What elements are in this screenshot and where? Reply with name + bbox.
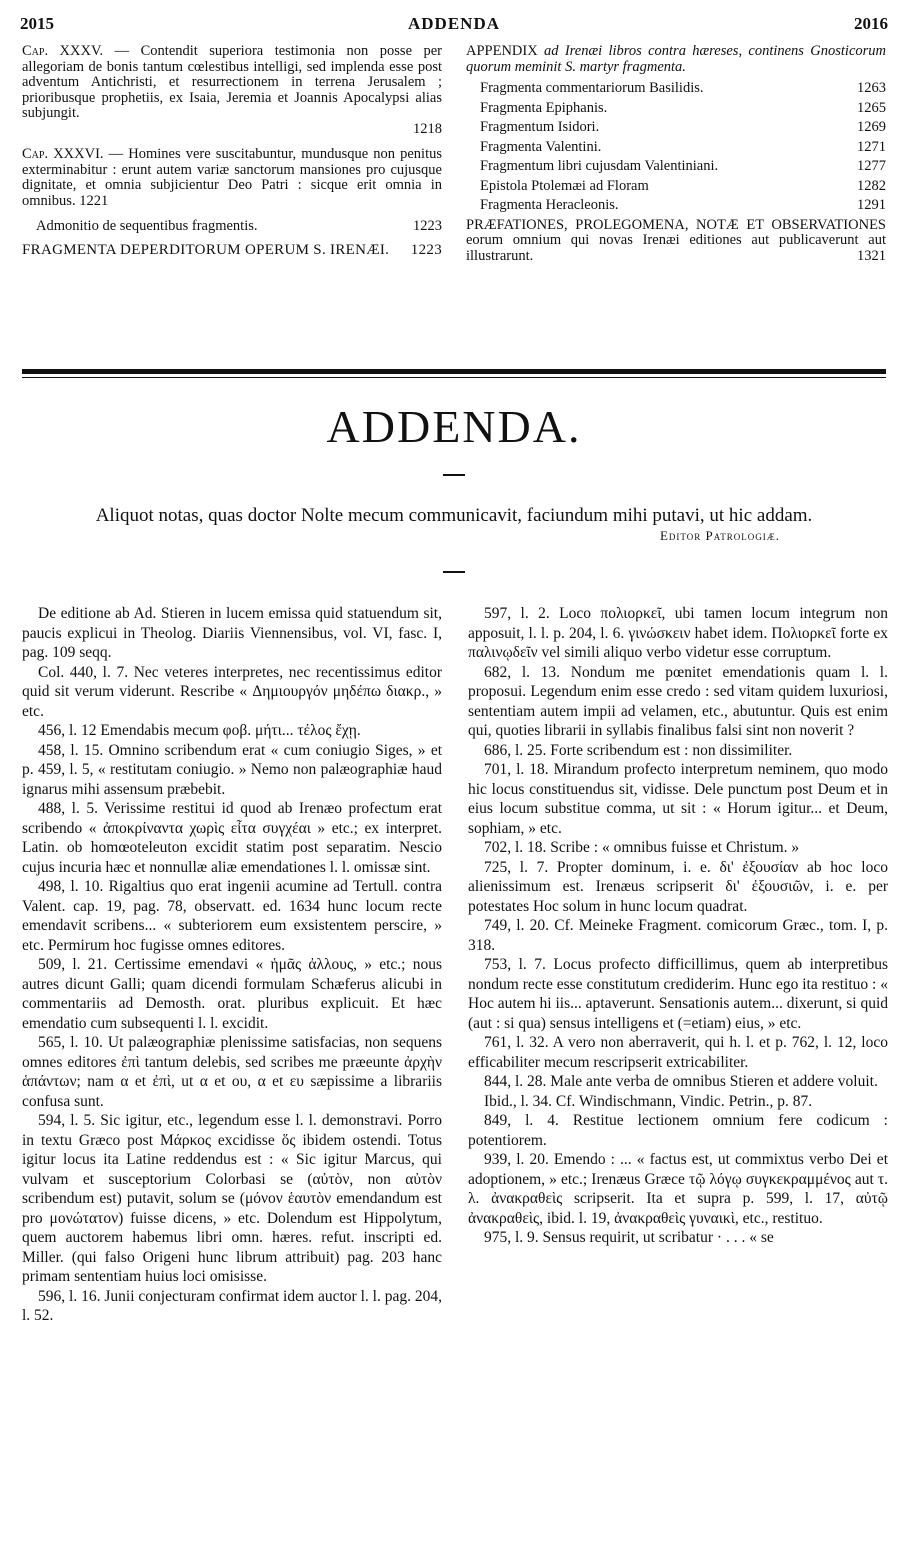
toc-item-page: 1282 bbox=[857, 178, 886, 194]
note-paragraph: 702, l. 18. Scribe : « omnibus fuisse et Christum. » bbox=[484, 839, 800, 856]
note-paragraph: 488, l. 5. Verissime restitui id quod ab Irenæo profectum erat scribendo « ἀποκρίναντα χωρὶς εἶτα συγχέαι » etc.; ex interpret. Latin. ob homœoteleuton excidit statim post separatim. Nescio cujus incuria hæc et nonnullæ aliæ emendationes l. l. omissæ sint. bbox=[22, 800, 442, 876]
editor-signature: Editor Patrologiæ. bbox=[659, 528, 780, 543]
note-paragraph: De editione ab Ad. Stieren in lucem emissa quid statuendum sit, paucis explicui in Theolog. Diariis Viennensibus, vol. VI, fasc. I, pag. 109 seqq. bbox=[22, 605, 442, 661]
toc-item-page: 1265 bbox=[857, 100, 886, 116]
note-paragraph: 975, l. 9. Sensus requirit, ut scribatur · . . . « se bbox=[484, 1229, 774, 1246]
toc-item bbox=[480, 81, 886, 97]
note-paragraph: Col. 440, l. 7. Nec veteres interpretes, nec recentissimus editor quid sit verum viderunt. Rescribe « Δημιουργόν μηδέπω διακρ., » etc. bbox=[22, 663, 442, 720]
intro-dash bbox=[443, 571, 465, 573]
thin-divider bbox=[22, 377, 886, 378]
toc-item bbox=[480, 198, 886, 214]
right-page-number: 2016 bbox=[854, 14, 888, 33]
toc-item bbox=[480, 179, 886, 195]
toc-entry-admonitio: Admonitio de sequentibus fragmentis. 1223 bbox=[36, 219, 442, 234]
toc-item-label: Fragmenta Heracleonis. bbox=[480, 198, 619, 213]
running-header bbox=[20, 14, 888, 38]
running-title: ADDENDA bbox=[408, 14, 500, 33]
note-paragraph: 939, l. 20. Emendo : ... « factus est, ut commixtus verbo Dei et adoptionem, » etc.; Irenæus Græce τῷ λόγῳ συγκεκραμμένος aut τ. λ. ἀνακραθεὶς scripserit. Ita et supra p. 599, l. 17, αὐτῷ ἀνακραθεὶς, ibid. l. 19, ἀνακραθεὶς γυναικὶ, etc., restituo. bbox=[468, 1151, 888, 1227]
toc-item bbox=[480, 140, 886, 156]
toc-item-page: 1277 bbox=[857, 159, 886, 174]
title-dash bbox=[443, 474, 465, 476]
toc-item-page: 1269 bbox=[857, 120, 886, 135]
toc-entry-cap35: Cap. XXXV. — Contendit superiora testimonia non posse per allegoriam de bonis tantum cœlestibus intelligi, sed implenda esse post adventum Antichristi, et resurrectionem in terrena Jerusalem ; prioribusque prophetiis, ex Isaia, Jeremia et Joannis Apocalypsi alias subjungit. bbox=[22, 43, 442, 121]
note-paragraph: 749, l. 20. Cf. Meineke Fragment. comicorum Græc., tom. I, p. 318. bbox=[468, 917, 888, 954]
intro-text: Aliquot notas, quas doctor Nolte mecum communicavit, faciundum mihi putavi, ut hic addam. bbox=[95, 505, 813, 526]
toc-entry-appendix: APPENDIX ad Irenæi libros contra hæreses, continens Gnosticorum quorum meminit S. martyr fragmenta. bbox=[466, 43, 886, 75]
left-page-number: 2015 bbox=[20, 14, 54, 33]
toc-left-column bbox=[22, 44, 442, 258]
note-paragraph: 725, l. 7. Propter dominum, i. e. δι' ἐξουσίαν ab hoc loco alienissimum est. Irenæus scripserit δι' ἐξουσιῶν, i. e. per potestates Hoc solum in hunc locum quadrat. bbox=[468, 858, 888, 915]
toc-page-cap35: 1218 bbox=[413, 120, 442, 137]
note-paragraph: 844, l. 28. Male ante verba de omnibus Stieren et addere voluit. bbox=[484, 1073, 878, 1090]
note-paragraph: Ibid., l. 34. Cf. Windischmann, Vindic. Petrin., p. 87. bbox=[484, 1092, 813, 1110]
toc-item-label: Epistola Ptolemæi ad Floram bbox=[480, 178, 649, 194]
toc-items-list bbox=[466, 81, 886, 214]
body-right-column bbox=[468, 604, 888, 1248]
toc-item-label: Fragmentum libri cujusdam Valentiniani. bbox=[480, 159, 719, 174]
toc-right-column bbox=[466, 44, 886, 264]
thick-divider bbox=[22, 369, 886, 374]
note-paragraph: 509, l. 21. Certissime emendavi « ἡμᾶς ἀλλους, » etc.; nous autres dicunt Galli; quam dicendi formulam Schæferus alicubi in commentariis ad Demosth. orat. pluribus explicuit. Et hæc emendatio cum subsequenti l. l. excidit. bbox=[22, 956, 442, 1032]
note-paragraph: 686, l. 25. Forte scribendum est : non dissimiliter. bbox=[484, 741, 793, 759]
toc-item-label: Fragmentum Isidori. bbox=[480, 120, 600, 135]
note-paragraph: 701, l. 18. Mirandum profecto interpretum neminem, quo modo hic locus constituendus sit, vidisse. Dele punctum post Deum et in eius locum substitue comma, ut sit : « Horum igitur... et Deum, sophiam, » etc. bbox=[468, 761, 888, 837]
body-left-column bbox=[22, 604, 442, 1326]
note-paragraph: 761, l. 32. A vero non aberraverit, qui h. l. et p. 762, l. 12, loco efficabiliter mecum rescripserit extricabiliter. bbox=[468, 1034, 888, 1071]
note-paragraph: 596, l. 16. Junii conjecturam confirmat idem auctor l. l. pag. 204, l. 52. bbox=[22, 1287, 442, 1324]
section-title: ADDENDA. bbox=[326, 401, 582, 452]
note-paragraph: 849, l. 4. Restitue lectionem omnium fere codicum : potentiorem. bbox=[468, 1112, 888, 1149]
toc-entry-fragmenta: FRAGMENTA DEPERDITORUM OPERUM S. IRENÆI. 1223 bbox=[22, 241, 442, 258]
toc-item bbox=[480, 101, 886, 117]
toc-entry-cap36: Cap. XXXVI. — Homines vere suscitabuntur, mundusque non penitus exterminabitur : erunt autem variæ sanctorum mansiones pro cujusque dignitate, et omnia subjicientur Deo Patri : sicque erit omnia in omnibus. 1221 bbox=[22, 146, 443, 209]
toc-item-label: Fragmenta Valentini. bbox=[480, 139, 602, 155]
toc-item bbox=[480, 120, 886, 136]
toc-item-label: Fragmenta Epiphanis. bbox=[480, 100, 608, 116]
toc-item-page: 1291 bbox=[857, 198, 886, 213]
note-paragraph: 458, l. 15. Omnino scribendum erat « cum coniugio Siges, » et p. 459, l. 5, « restitutam coniugio. » Nemo non palæographiæ haud ignarus mihi assensum præbebit. bbox=[22, 741, 442, 798]
toc-item-page: 1263 bbox=[857, 81, 886, 96]
toc-item bbox=[480, 159, 886, 175]
toc-item-label: Fragmenta commentariorum Basilidis. bbox=[480, 81, 704, 96]
note-paragraph: 682, l. 13. Nondum me pœnitet emendationis quam l. l. proposui. Legendum enim esse credo : sed vitam quidem luxuriosi, sententiam autem impii ad velamen, etc., abutuntur. Quis est enim qui, quoties librarii in syllabis finalibus falsi sint non noverit ? bbox=[468, 663, 888, 739]
toc-item-page: 1271 bbox=[857, 139, 886, 155]
note-paragraph: 753, l. 7. Locus profecto difficillimus, quem ab interpretibus nondum recte esse constitutum crediderim. Hunc ego ita restituo : « Hoc autem hi iis... aptaverunt. Sensationis autem... dixerunt, si quid (aut : si qua) sensus intelligens et (=etiam) eius, » etc. bbox=[468, 956, 888, 1032]
note-paragraph: 594, l. 5. Sic igitur, etc., legendum esse l. l. demonstravi. Porro in textu Græco post Μάρκος excidisse ὅς ibidem ostendi. Totus igitur locus ita Latine reddendus est : « Sic igitur Marcus, qui vulvam et susceptorium Colorbasi se (αὐτὸν, non αὐτὸν scribendum est) putavit, solum se (μόνον ἑαυτὸν emendandum est pro μονώτατον) fuisse dicens, » etc. Dolendum est Hippolytum, quem auctorem habemus libri omn. hæres. refut. inscripti ed. Miller. (qui falso Origeni hunc librum attribuit) pag. 203 hanc primam sententiam huius loci omisisse. bbox=[22, 1112, 442, 1285]
note-paragraph: 456, l. 12 Emendabis mecum φοβ. μήτι... τέλος ἔχῃ. bbox=[38, 722, 361, 739]
note-paragraph: 565, l. 10. Ut palæographiæ plenissime satisfacias, non sequens omnes editores ἐπὶ tantum delebis, sed scribes me præeunte ἀρχὴν ἁπάντων; nam α et ἐπὶ, ut α et ου, α et ευ sæpissime a librariis confusa sunt. bbox=[22, 1034, 442, 1110]
note-paragraph: 597, l. 2. Loco πολιορκεῖ, ubi tamen locum integrum non apposuit, l. l. p. 204, l. 6. γινώσκειν habet idem. Πολιορκεῖ forte ex παλινῳδεῖν vel simili aliquo verbo videtur esse corruptum. bbox=[468, 605, 888, 661]
toc-entry-praefationes: PRÆFATIONES, PROLEGOMENA, NOTÆ ET OBSERVATIONES eorum omnium qui novas Irenæi editiones aut publicaverunt aut illustrarunt. 1321 bbox=[466, 216, 886, 264]
note-paragraph: 498, l. 10. Rigaltius quo erat ingenii acumine ad Tertull. contra Valent. cap. 19, pag. 78, observatt. ed. 1634 hunc locum recte emendavit scribens... « subteriorem eum exsistentem perscire, » etc. Permirum hoc fugisse omnes editores. bbox=[22, 878, 442, 954]
